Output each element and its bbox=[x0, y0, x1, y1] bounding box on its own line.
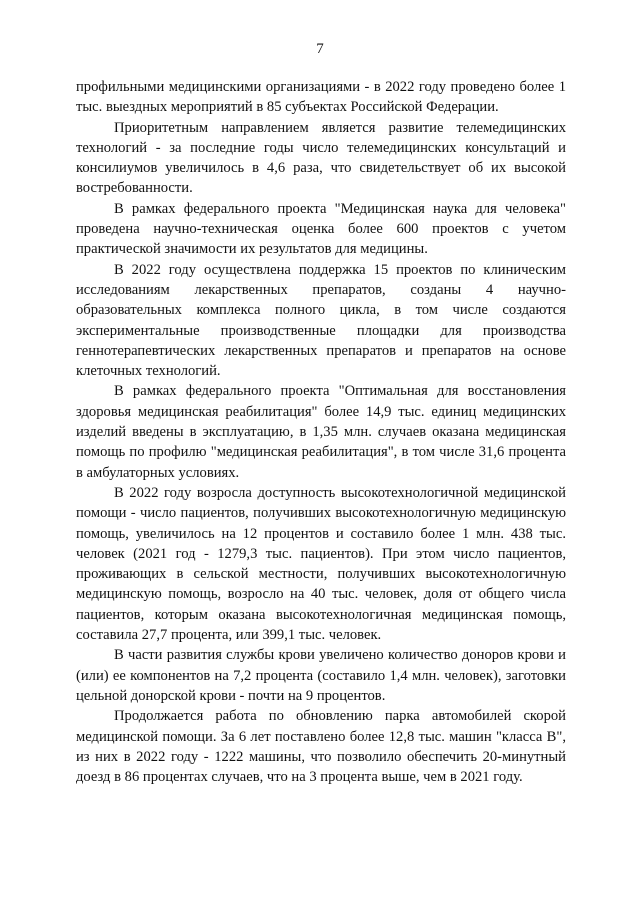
paragraph-6: В 2022 году возросла доступность высокотехнологичной медицинской помощи - число пациентов, получивших высокотехнологичную медицинскую помощь, увеличилось на 12 процентов и составило более 1 млн. 438 тыс. человек (2021 год - 1279,3 тыс. пациентов). При этом число пациентов, проживающих в сельской местности, получивших высокотехнологичную медицинскую помощь, возросло на 40 тыс. человек, доля от общего числа пациентов, которым оказана высокотехнологичная медицинская помощь, составила 27,7 процента, или 399,1 тыс. человек. bbox=[76, 484, 566, 644]
paragraph-4: В 2022 году осуществлена поддержка 15 проектов по клиническим исследованиям лекарственных препаратов, созданы 4 научно-образовательных комплекса полного цикла, в том числе создаются экспериментальные производственные площадки для производства геннотерапевтических лекарственных препаратов и препаратов на основе клеточных технологий. bbox=[76, 261, 566, 380]
document-body bbox=[76, 77, 566, 787]
paragraph-7: В части развития службы крови увеличено количество доноров крови и (или) ее компонентов на 7,2 процента (составило 1,4 млн. человек), заготовки цельной донорской крови - почти на 9 процентов. bbox=[76, 647, 566, 704]
paragraph-8: Продолжается работа по обновлению парка автомобилей скорой медицинской помощи. За 6 лет поставлено более 12,8 тыс. машин "класса B", из них в 2022 году - 1222 машины, что позволило обеспечить 20-минутный доезд в 86 процентах случаев, что на 3 процента выше, чем в 2021 году. bbox=[76, 708, 566, 786]
paragraph-3: В рамках федерального проекта "Медицинская наука для человека" проведена научно-техническая оценка более 600 проектов с учетом практической значимости их результатов для медицины. bbox=[76, 200, 566, 258]
page-number: 7 bbox=[316, 41, 324, 57]
paragraph-2: Приоритетным направлением является развитие телемедицинских технологий - за последние годы число телемедицинских консультаций и консилиумов увеличилось в 4,6 раза, что свидетельствует об их высокой востребованности. bbox=[76, 119, 566, 197]
paragraph-1: профильными медицинскими организациями - в 2022 году проведено более 1 тыс. выездных мероприятий в 85 субъектах Российской Федерации. bbox=[76, 79, 566, 116]
paragraph-5: В рамках федерального проекта "Оптимальная для восстановления здоровья медицинская реабилитация" более 14,9 тыс. единиц медицинских изделий введены в эксплуатацию, в 1,35 млн. случаев оказана медицинская помощь по профилю "медицинская реабилитация", в том числе 31,6 процента в амбулаторных условиях. bbox=[76, 383, 566, 481]
